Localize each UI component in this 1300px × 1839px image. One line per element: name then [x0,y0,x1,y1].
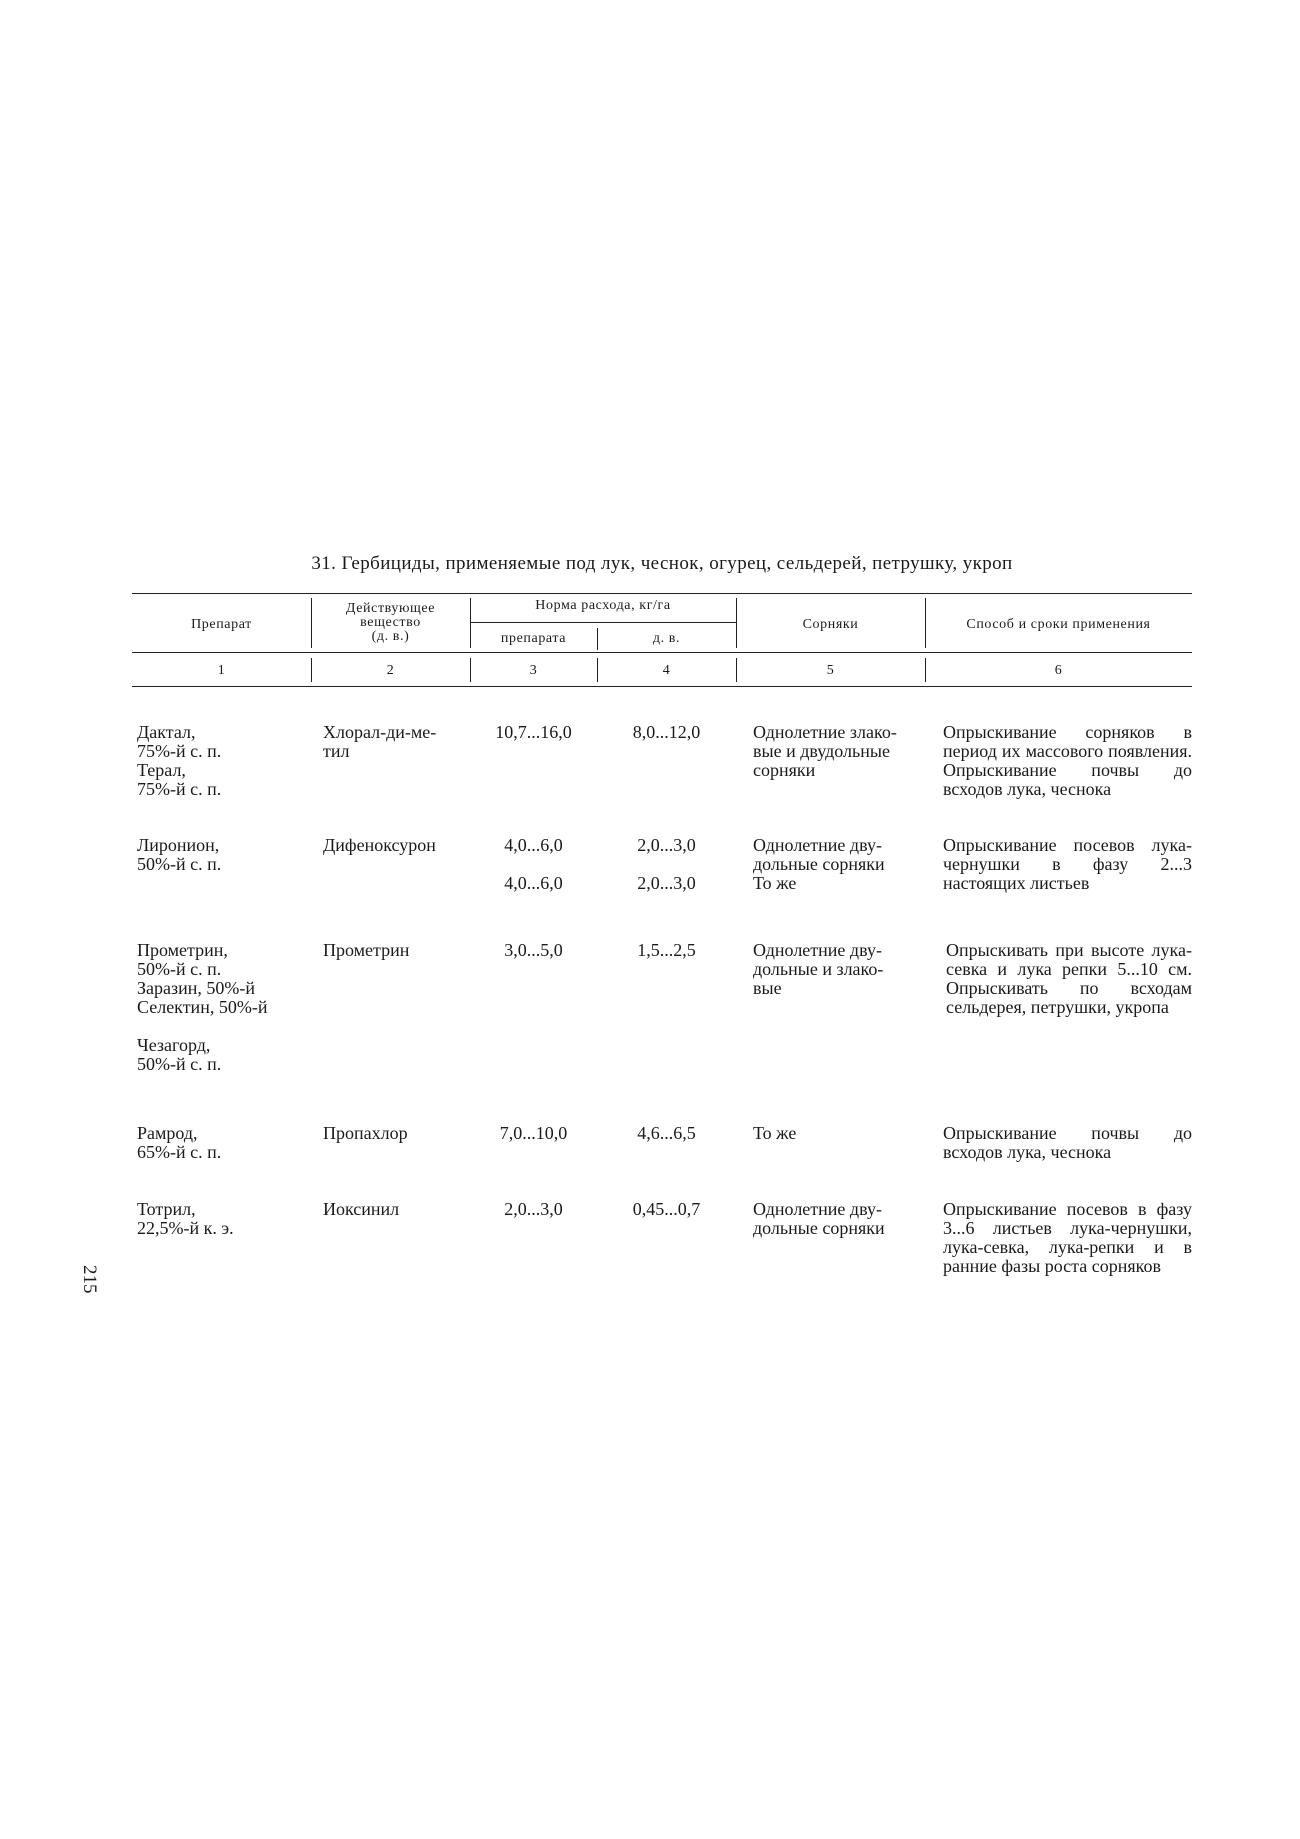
row-2-active: Дифеноксурон [323,835,436,855]
row-4-active: Пропахлор [323,1123,408,1143]
header-preparat: Препарат [191,617,252,632]
row-4-rate-dv: 4,6...6,5 [637,1123,696,1143]
row-5-rate-dv: 0,45...0,7 [632,1199,701,1219]
header-norma: Норма расхода, кг/га [535,598,671,613]
row-3-preparat: Прометрин, 50%-й с. п. Заразин, 50%-й Селектин, 50%-й Чезагорд, 50%-й с. п. [137,940,268,1074]
column-number: 5 [826,663,835,678]
row-3-method: Опрыскивать при высоте лука-севка и лука репки 5...10 см. Опрыскивать по всходам сельдерея, петрушки, укропа [946,940,1192,1017]
row-1-preparat: Дактал, 75%-й с. п. Терал, 75%-й с. п. [137,722,222,799]
row-5-active: Иоксинил [323,1199,400,1219]
row-3-active: Прометрин [323,940,410,960]
row-2-rate-prep: 4,0...6,0 4,0...6,0 [504,835,563,893]
numbers-bottom-rule [132,686,1192,687]
row-3-rate-dv: 1,5...2,5 [637,940,696,960]
row-1-rate-dv: 8,0...12,0 [632,722,701,742]
header-method: Способ и сроки применения [966,617,1151,632]
row-2-rate-dv: 2,0...3,0 2,0...3,0 [637,835,696,893]
page-number: 215 [79,1265,100,1294]
column-number: 3 [529,663,538,678]
row-3-rate-prep: 3,0...5,0 [504,940,563,960]
row-5-method: Опрыскивание посевов в фазу 3...6 листьев лука-чернушки, лука-севка, лука-репки и в ранние фазы роста сорняков [943,1199,1192,1276]
row-5-rate-prep: 2,0...3,0 [504,1199,563,1219]
row-5-preparat: Тотрил, 22,5%-й к. э. [137,1199,234,1238]
table-top-rule [132,593,1192,594]
header-norma-preparat: препарата [500,631,567,646]
row-1-active: Хлорал-ди-ме- тил [323,722,437,761]
header-bottom-rule [132,652,1192,653]
row-1-method: Опрыскивание сорняков в период их массового появления. Опрыскивание почвы до всходов лука, чеснока [943,722,1192,799]
row-1-weeds: Однолетние злако- вые и двудольные сорняки [753,722,897,780]
row-1-rate-prep: 10,7...16,0 [495,722,572,742]
row-2-weeds: Однолетние дву- дольные сорняки То же [753,835,885,893]
row-2-method: Опрыскивание посевов лука-чернушки в фазу 2...3 настоящих листьев [943,835,1192,893]
table-title: 31. Гербициды, применяемые под лук, чеснок, огурец, сельдерей, петрушку, укроп [311,553,1013,574]
norma-split-rule [470,622,736,623]
column-number: 6 [1054,663,1063,678]
column-number: 4 [662,663,671,678]
row-4-weeds: То же [753,1123,797,1143]
row-3-weeds: Однолетние дву- дольные и злако- вые [753,940,884,998]
column-number: 2 [386,663,395,678]
header-weeds: Сорняки [802,617,859,632]
row-4-preparat: Рамрод, 65%-й с. п. [137,1123,222,1162]
header-norma-dv: д. в. [652,631,681,646]
column-number: 1 [217,663,226,678]
row-4-rate-prep: 7,0...10,0 [499,1123,568,1143]
row-5-weeds: Однолетние дву- дольные сорняки [753,1199,885,1238]
header-active-substance: Действующее вещество (д. в.) [345,601,436,644]
row-4-method: Опрыскивание почвы до всходов лука, чеснока [943,1123,1192,1162]
row-2-preparat: Лиронион, 50%-й с. п. [137,835,222,874]
